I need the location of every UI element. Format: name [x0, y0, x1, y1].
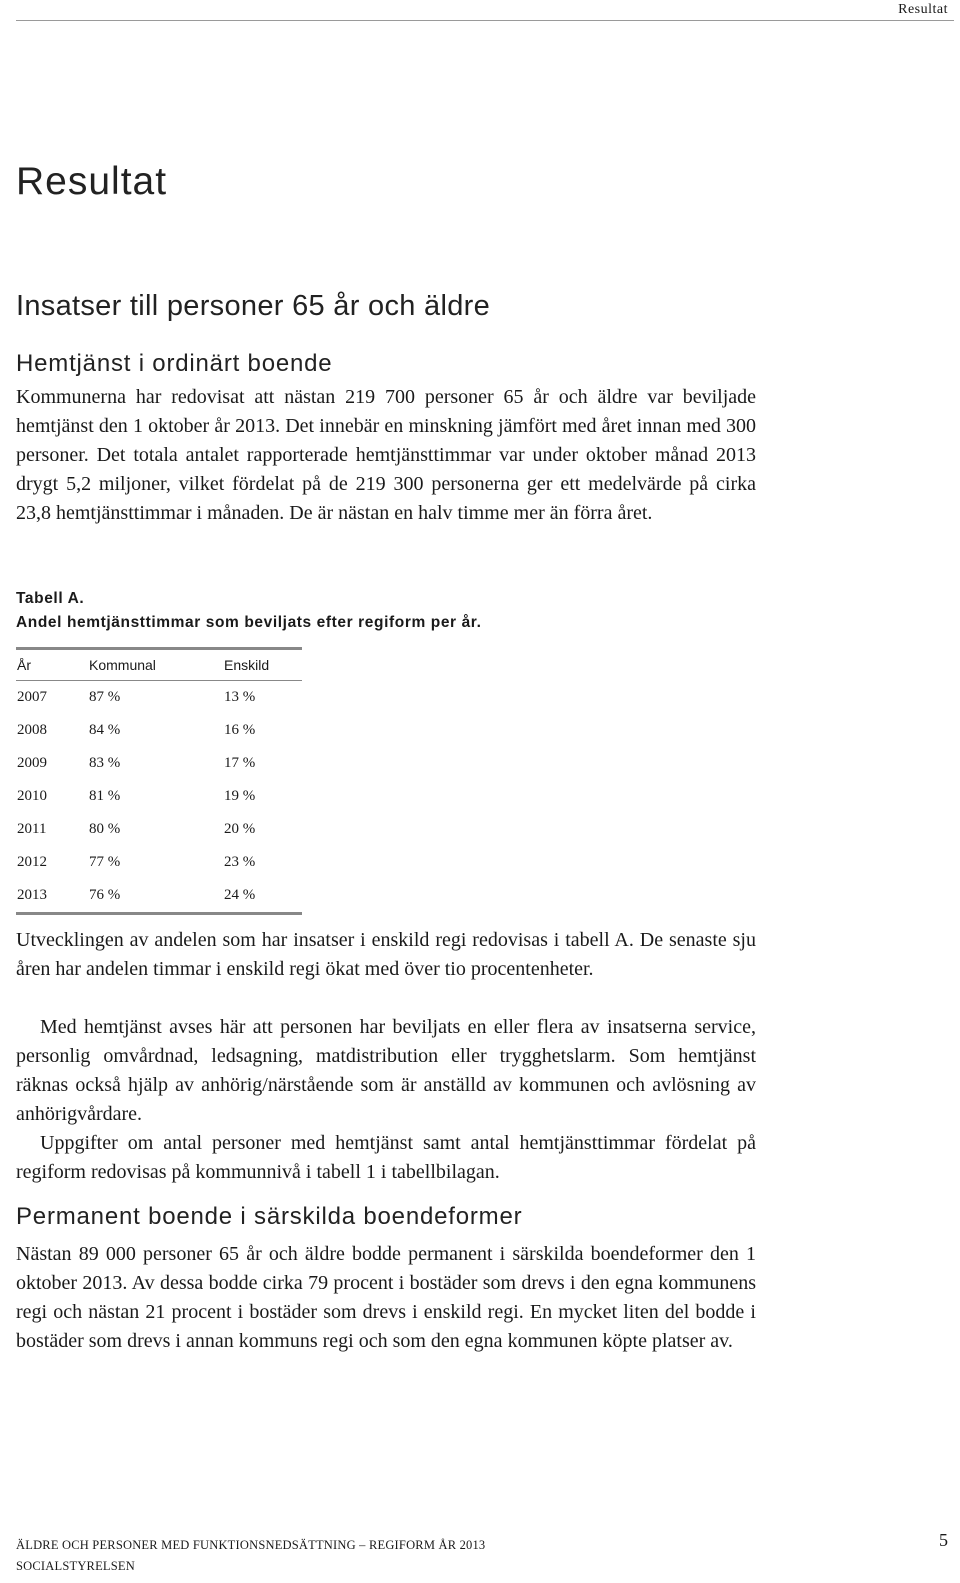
- subsection-heading-hemtjanst: Hemtjänst i ordinärt boende: [16, 350, 333, 377]
- cell-kommunal: 80 %: [89, 821, 121, 837]
- section-heading: Insatser till personer 65 år och äldre: [16, 290, 491, 322]
- footer: [16, 1535, 485, 1577]
- table-row: [16, 846, 302, 879]
- table-row: [16, 813, 302, 846]
- cell-kommunal: 83 %: [89, 755, 121, 771]
- cell-kommunal: 87 %: [89, 689, 121, 705]
- cell-year: 2007: [17, 689, 47, 705]
- cell-enskild: 19 %: [224, 788, 256, 804]
- cell-kommunal: 84 %: [89, 722, 121, 738]
- cell-enskild: 20 %: [224, 821, 256, 837]
- table-row: [16, 681, 302, 715]
- cell-year: 2013: [16, 879, 88, 914]
- running-header: Resultat: [898, 2, 948, 17]
- table-caption: Andel hemtjänsttimmar som beviljats efter regiform per år.: [16, 614, 482, 631]
- cell-kommunal: 77 %: [89, 854, 121, 870]
- paragraph-hemtjanst: Kommunerna har redovisat att nästan 219 700 personer 65 år och äldre var beviljade hemtjänst den 1 oktober år 2013. Det innebär en minskning jämfört med året innan med 300 personer. Det totala antalet rapporterade hemtjänsttimmar var under oktober månad 2013 drygt 5,2 miljoner, vilket fördelat på de 219 300 personerna ger ett medelvärde på cirka 23,8 hemtjänsttimmar i månaden. De är nästan en halv timme mer än förra året.: [16, 386, 756, 524]
- header-rule: [16, 20, 954, 21]
- footer-publication: ÄLDRE OCH PERSONER MED FUNKTIONSNEDSÄTTNING – REGIFORM ÅR 2013: [16, 1538, 486, 1552]
- cell-year: 2012: [17, 854, 47, 870]
- cell-year: 2008: [17, 722, 47, 738]
- table-header-row: [16, 649, 302, 681]
- cell-enskild: 24 %: [223, 879, 302, 914]
- cell-kommunal: 81 %: [89, 788, 121, 804]
- column-header-enskild: Enskild: [223, 649, 302, 681]
- cell-year: 2009: [17, 755, 47, 771]
- cell-year: 2010: [17, 788, 47, 804]
- table-row: [16, 780, 302, 813]
- table-row: [16, 879, 302, 914]
- column-header-year: År: [16, 649, 88, 681]
- table-row: [16, 714, 302, 747]
- cell-enskild: 13 %: [224, 689, 256, 705]
- regiform-table: [16, 647, 302, 915]
- paragraph-tabellbilaga-reference: Uppgifter om antal personer med hemtjänst samt antal hemtjänsttimmar fördelat på regiform redovisas på kommunnivå i tabell 1 i tabellbilagan.: [16, 1132, 756, 1183]
- cell-enskild: 23 %: [224, 854, 256, 870]
- paragraph-hemtjanst-definition: Med hemtjänst avses här att personen har beviljats en eller flera av insatserna service, personlig omvårdnad, ledsagning, matdistribution eller trygghetslarm. Som hemtjänst räknas också hjälp av anhörig/närstående som är anställd av kommunen och avlösning av anhörigvårdare.: [16, 1016, 756, 1125]
- page-title: Resultat: [16, 160, 168, 203]
- table-row: [16, 747, 302, 780]
- cell-kommunal: 76 %: [88, 879, 223, 914]
- paragraph-table-summary: Utvecklingen av andelen som har insatser i enskild regi redovisas i tabell A. De senaste sju åren har andelen timmar i enskild regi ökat med över tio procentenheter.: [16, 929, 756, 980]
- cell-enskild: 16 %: [224, 722, 256, 738]
- cell-year: 2011: [17, 821, 47, 837]
- footer-publisher: SOCIALSTYRELSEN: [16, 1559, 135, 1573]
- table-label: Tabell A.: [16, 590, 85, 607]
- column-header-kommunal: Kommunal: [88, 649, 223, 681]
- paragraph-permanent-boende: Nästan 89 000 personer 65 år och äldre bodde permanent i särskilda boendeformer den 1 oktober 2013. Av dessa bodde cirka 79 procent i bostäder som drevs i den egna kommunens regi och nästan 21 procent i bostäder som drevs i enskild regi. En mycket liten del bodde i bostäder som drevs i annan kommuns regi och som den egna kommunen köpte platser av.: [16, 1243, 756, 1352]
- page-number: 5: [939, 1530, 948, 1550]
- cell-enskild: 17 %: [224, 755, 256, 771]
- subsection-heading-permanent-boende: Permanent boende i särskilda boendeformer: [16, 1203, 523, 1230]
